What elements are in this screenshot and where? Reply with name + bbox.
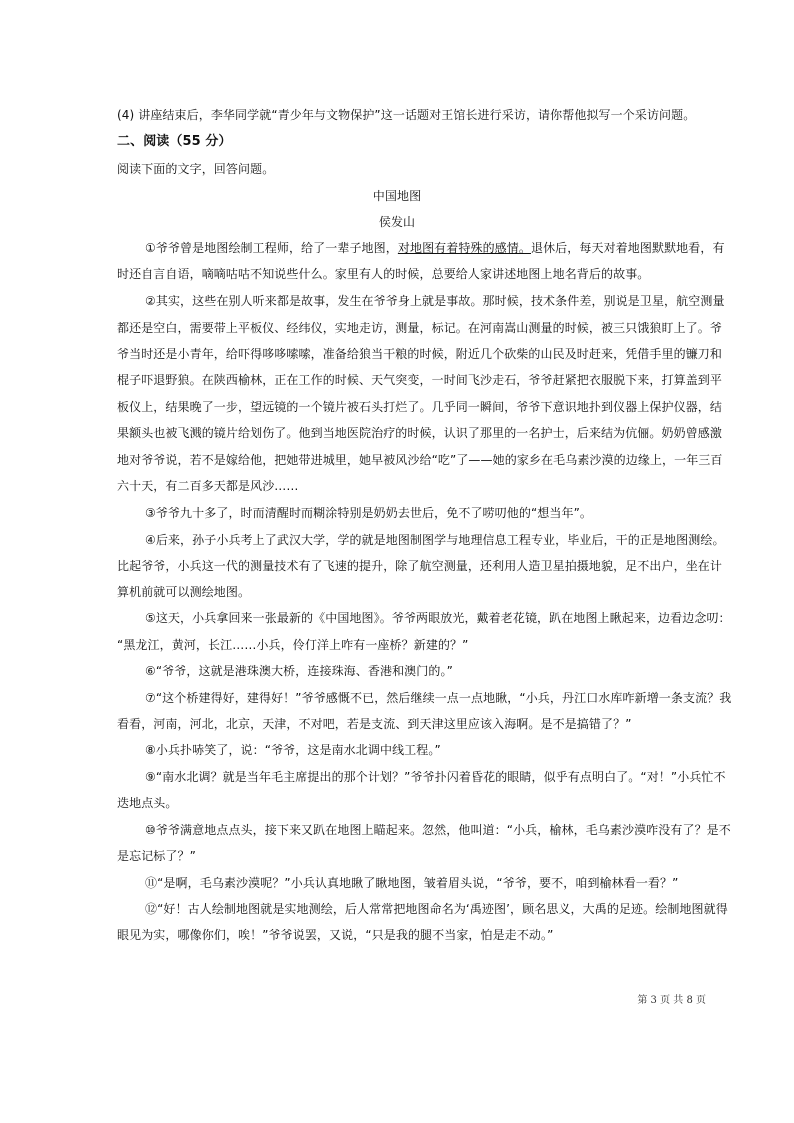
paragraph-1-line-2: 时还自言自语，嘀嘀咕咕不知说些什么。家里有人的时候，总要给人家讲述地图上地名背后的故事。 (117, 267, 650, 281)
paragraph-4-line-1: ④后来，孙子小兵考上了武汉大学，学的就是地图制图学与地理信息工程专业，毕业后，干的正是地图测绘。 (145, 533, 725, 547)
paragraph-1-line-1 (145, 240, 725, 256)
paragraph-2-line-3: 爷当时还是小青年，给吓得哆哆嗦嗦，准备给狼当干粮的时候，附近几个砍柴的山民及时赶来，凭借手里的镰刀和 (117, 347, 723, 361)
reading-instruction: 阅读下面的文字，回答问题。 (117, 162, 275, 176)
paragraph-2-line-4: 棍子吓退野狼。在陕西榆林，正在工作的时候、天气突变，一时间飞沙走石，爷爷赶紧把衣服脱下来，打算盖到平 (117, 373, 723, 387)
paragraph-11-line-1: ⑪“是啊，毛乌素沙漠呢？”小兵认真地瞅了瞅地图，皱着眉头说，“爷爷，要不，咱到榆林看一看？” (145, 876, 679, 890)
paragraph-1-text-b: 退休后，每天对着地图默默地看，有 (530, 241, 725, 255)
paragraph-1-underlined-text: 对地图有着特殊的感情。 (397, 241, 531, 255)
paragraph-12-line-2: 眼见为实，哪像你们，唉！”爷爷说罢，又说，“只是我的腿不当家，怕是走不动。” (117, 928, 554, 942)
page-number-footer: 第 3 页 共 8 页 (637, 995, 706, 1006)
paragraph-5-line-2: “黑龙江，黄河，长江……小兵，伶仃洋上咋有一座桥？新建的？” (117, 638, 469, 652)
paragraph-5-line-1: ⑤这天，小兵拿回来一张最新的《中国地图》。爷爷两眼放光，戴着老花镜，趴在地图上瞅起来，边看边念叨： (145, 611, 731, 625)
paragraph-10-line-2: 是忘记标了？” (117, 849, 196, 863)
paragraph-4-line-3: 算机前就可以测绘地图。 (117, 585, 251, 599)
paragraph-10-line-1: ⑩爷爷满意地点点头，接下来又趴在地图上瞄起来。忽然，他叫道：“小兵，榆林，毛乌素沙漠咋没有了？是不 (145, 823, 731, 837)
article-title: 中国地图 (372, 189, 422, 203)
question-4: (4) 讲座结束后，李华同学就“青少年与文物保护”这一话题对王馆长进行采访，请你帮他拟写一个采访问题。 (117, 108, 696, 122)
section-title: 二、阅读（55 分） (117, 134, 232, 149)
paragraph-2-line-6: 果额头也被飞溅的镜片给划伤了。他到当地医院治疗的时候，认识了那里的一名护士，后来结为伉俪。奶奶曾感激 (117, 426, 723, 440)
paragraph-9-line-1: ⑨“南水北调？就是当年毛主席提出的那个计划？”爷爷扑闪着昏花的眼睛，似乎有点明白了。“对！”小兵忙不 (145, 770, 726, 784)
paragraph-3-line-1: ③爷爷九十多了，时而清醒时而糊涂特别是奶奶去世后，免不了唠叨他的“想当年”。 (145, 506, 592, 520)
paragraph-2-line-5: 板仪上，结果晚了一步，望远镜的一个镜片被石头打烂了。几乎同一瞬间，爷爷下意识地扑到仪器上保护仪器，结 (117, 400, 723, 414)
paragraph-6-line-1: ⑥“爷爷，这就是港珠澳大桥，连接珠海、香港和澳门的。” (145, 664, 453, 678)
paragraph-8-line-1: ⑧小兵扑哧笑了，说：“爷爷，这是南水北调中线工程。” (145, 743, 441, 757)
paragraph-9-line-2: 迭地点头。 (117, 796, 178, 810)
paragraph-4-line-2: 比起爷爷，小兵这一代的测量技术有了飞速的提升，除了航空测量，还利用人造卫星拍摄地貌，足不出户，坐在计 (117, 559, 723, 573)
paragraph-2-line-2: 都还是空白，需要带上平板仪、经纬仪，实地走访，测量，标记。在河南嵩山测量的时候，被三只饿狼盯上了。爷 (117, 321, 723, 335)
paragraph-12-line-1: ⑫“好！古人绘制地图就是实地测绘，后人常常把地图命名为‘禹迹图’，顾名思义，大禹的足迹。绘制地图就得 (145, 902, 728, 916)
paragraph-7-line-2: 看看，河南，河北，北京，天津，不对吧，若是支流、到天津这里应该入海啊。是不是搞错了？” (117, 717, 632, 731)
paragraph-2-line-1: ②其实，这些在别人听来都是故事，发生在爷爷身上就是事故。那时候，技术条件差，别说是卫星，航空测量 (145, 294, 725, 308)
paragraph-7-line-1: ⑦“这个桥建得好，建得好！”爷爷感慨不已，然后继续一点一点地瞅，“小兵，丹江口水库咋新增一条支流？我 (145, 691, 732, 705)
paragraph-2-line-8: 六十天，有二百多天都是风沙…… (117, 479, 299, 493)
article-author: 侯发山 (378, 215, 416, 229)
paragraph-2-line-7: 地对爷爷说，若不是嫁给他，把她带进城里，她早被风沙给“吃”了——她的家乡在毛乌素沙漠的边缘上，一年三百 (117, 453, 723, 467)
paragraph-1-text-a: ①爷爷曾是地图绘制工程师，给了一辈子地图， (145, 241, 398, 255)
